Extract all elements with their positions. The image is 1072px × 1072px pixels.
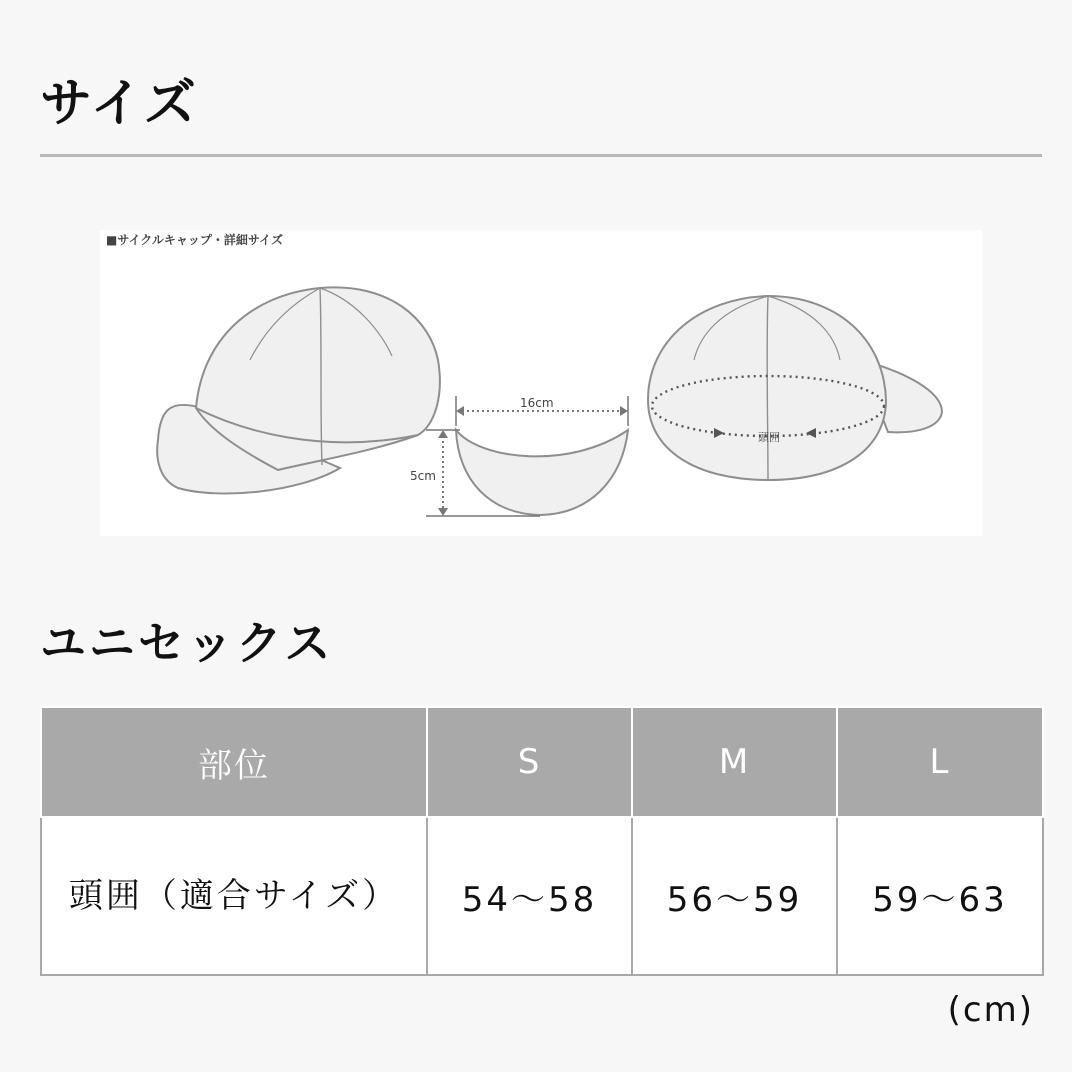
title-divider xyxy=(40,154,1042,157)
header-size-l: L xyxy=(837,707,1043,817)
header-part: 部位 xyxy=(41,707,427,817)
value-size-l: 59〜63 xyxy=(837,817,1043,975)
table-row xyxy=(41,817,1043,975)
header-size-s: S xyxy=(427,707,632,817)
cap-front-view xyxy=(648,296,942,480)
table-header-row xyxy=(41,707,1043,817)
row-part-label: 頭囲（適合サイズ） xyxy=(41,817,427,975)
brim-depth-label: 5cm xyxy=(410,469,436,483)
value-size-m: 56〜59 xyxy=(632,817,837,975)
brim-width-label: 16cm xyxy=(520,396,554,410)
cap-diagram-svg xyxy=(100,230,982,536)
brim-shape xyxy=(456,430,628,515)
page-title: サイズ xyxy=(40,74,198,134)
diagram-caption: ■サイクルキャップ・詳細サイズ xyxy=(106,233,283,247)
brim-detail xyxy=(410,396,628,516)
cap-side-view xyxy=(157,287,440,493)
cap-crown xyxy=(196,287,440,470)
head-circumference-label: 頭囲 xyxy=(758,431,780,444)
size-table xyxy=(40,706,1044,976)
value-size-s: 54〜58 xyxy=(427,817,632,975)
section-subtitle: ユニセックス xyxy=(40,616,334,670)
unit-label: (cm) xyxy=(947,990,1034,1030)
header-size-m: M xyxy=(632,707,837,817)
cap-size-diagram xyxy=(100,230,982,536)
